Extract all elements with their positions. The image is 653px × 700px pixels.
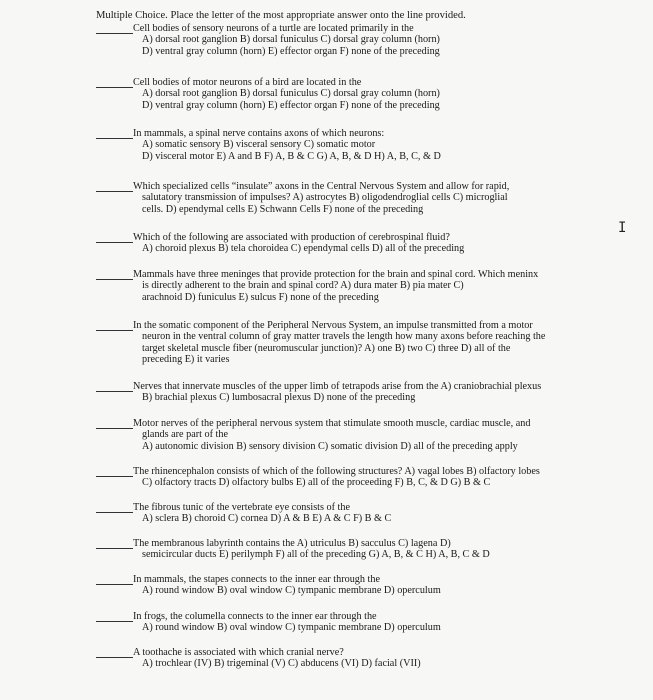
answer-blank[interactable]: [96, 657, 133, 658]
answer-blank[interactable]: [96, 138, 133, 139]
question-line: A toothache is associated with which cranial nerve?: [133, 647, 344, 658]
question-text: [133, 128, 643, 162]
answer-blank[interactable]: [96, 428, 133, 429]
question-line: Mammals have three meninges that provide protection for the brain and spinal cord. Which meninx: [133, 269, 539, 280]
question-line: neuron in the ventral column of gray matter travels the length how many axons before reaching the: [142, 331, 546, 343]
answer-blank[interactable]: [96, 512, 133, 513]
question-line: D) ventral gray column (horn) E) effector organ F) none of the preceding: [142, 45, 440, 57]
question-line: salutatory transmission of impulses? A) astrocytes B) oligodendroglial cells C) microglial: [142, 192, 508, 204]
question-line: Nerves that innervate muscles of the upper limb of tetrapods arise from the A) craniobrachial plexus: [133, 381, 542, 392]
question-line: Cell bodies of motor neurons of a bird are located in the: [133, 77, 362, 88]
question-line: A) dorsal root ganglion B) dorsal funiculus C) dorsal gray column (horn): [142, 88, 440, 100]
question-text: [133, 611, 643, 634]
question-text: [133, 23, 643, 57]
question-text: [133, 269, 643, 303]
answer-blank[interactable]: [96, 621, 133, 622]
answer-blank[interactable]: [96, 33, 133, 34]
answer-blank[interactable]: [96, 391, 133, 392]
question-text: [133, 647, 643, 670]
question-line: In frogs, the columella connects to the inner ear through the: [133, 611, 377, 622]
question-line: Cell bodies of sensory neurons of a turtle are located primarily in the: [133, 23, 414, 34]
answer-blank[interactable]: [96, 242, 133, 243]
question-text: [133, 574, 643, 597]
answer-blank[interactable]: [96, 476, 133, 477]
question-line: The rhinencephalon consists of which of the following structures? A) vagal lobes B) olfactory lobes: [133, 466, 540, 477]
question-line: A) sclera B) choroid C) cornea D) A & B E) A & C F) B & C: [142, 513, 392, 525]
question-line: A) dorsal root ganglion B) dorsal funiculus C) dorsal gray column (horn): [142, 34, 440, 46]
question-text: [133, 181, 643, 215]
question-line: Motor nerves of the peripheral nervous system that stimulate smooth muscle, cardiac muscle, and: [133, 418, 531, 429]
question-line: B) brachial plexus C) lumbosacral plexus D) none of the preceding: [142, 392, 416, 404]
answer-blank[interactable]: [96, 584, 133, 585]
question-line: C) olfactory tracts D) olfactory bulbs E) all of the proceeding F) B, C, & D G) B & C: [142, 477, 491, 489]
question-text: [133, 77, 643, 111]
question-text: [133, 466, 643, 489]
answer-blank[interactable]: [96, 279, 133, 280]
question-line: D) visceral motor E) A and B F) A, B & C G) A, B, & D H) A, B, C, & D: [142, 150, 441, 162]
question-line: glands are part of the: [142, 429, 228, 441]
question-line: is directly adherent to the brain and spinal cord? A) dura mater B) pia mater C): [142, 280, 464, 292]
question-line: In mammals, the stapes connects to the inner ear through the: [133, 574, 380, 585]
question-line: cells. D) ependymal cells E) Schwann Cells F) none of the preceding: [142, 203, 424, 215]
instructions-header: Multiple Choice. Place the letter of the most appropriate answer onto the line provided.: [96, 10, 466, 21]
question-line: target skeletal muscle fiber (neuromuscular junction)? A) one B) two C) three D) all of the: [142, 342, 511, 354]
question-line: Which of the following are associated with production of cerebrospinal fluid?: [133, 232, 450, 243]
question-text: [133, 232, 643, 255]
question-line: A) trochlear (IV) B) trigeminal (V) C) abducens (VI) D) facial (VII): [142, 658, 421, 670]
question-line: Which specialized cells “insulate” axons in the Central Nervous System and allow for rapid,: [133, 181, 510, 192]
question-line: preceding E) it varies: [142, 353, 230, 365]
question-line: A) choroid plexus B) tela choroidea C) ependymal cells D) all of the preceding: [142, 243, 465, 255]
question-text: [133, 418, 643, 452]
question-text: [133, 502, 643, 525]
text-cursor-icon: I: [618, 220, 627, 236]
answer-blank[interactable]: [96, 87, 133, 88]
question-line: A) somatic sensory B) visceral sensory C) somatic motor: [142, 139, 376, 151]
question-line: arachnoid D) funiculus E) sulcus F) none of the preceding: [142, 291, 379, 303]
answer-blank[interactable]: [96, 330, 133, 331]
question-text: [133, 538, 643, 561]
question-line: The membranous labyrinth contains the A) utriculus B) sacculus C) lagena D): [133, 538, 451, 549]
question-line: The fibrous tunic of the vertebrate eye consists of the: [133, 502, 350, 513]
question-line: A) round window B) oval window C) tympanic membrane D) operculum: [142, 622, 441, 634]
question-text: [133, 381, 643, 404]
question-text: [133, 320, 643, 365]
question-line: semicircular ducts E) perilymph F) all of the preceding G) A, B, & C H) A, B, C & D: [142, 549, 490, 561]
question-line: In mammals, a spinal nerve contains axons of which neurons:: [133, 128, 385, 139]
question-line: A) round window B) oval window C) tympanic membrane D) operculum: [142, 585, 441, 597]
answer-blank[interactable]: [96, 548, 133, 549]
question-line: D) ventral gray column (horn) E) effector organ F) none of the preceding: [142, 99, 440, 111]
question-line: A) autonomic division B) sensory division C) somatic division D) all of the preceding apply: [142, 440, 518, 452]
answer-blank[interactable]: [96, 191, 133, 192]
question-line: In the somatic component of the Peripheral Nervous System, an impulse transmitted from a motor: [133, 320, 533, 331]
